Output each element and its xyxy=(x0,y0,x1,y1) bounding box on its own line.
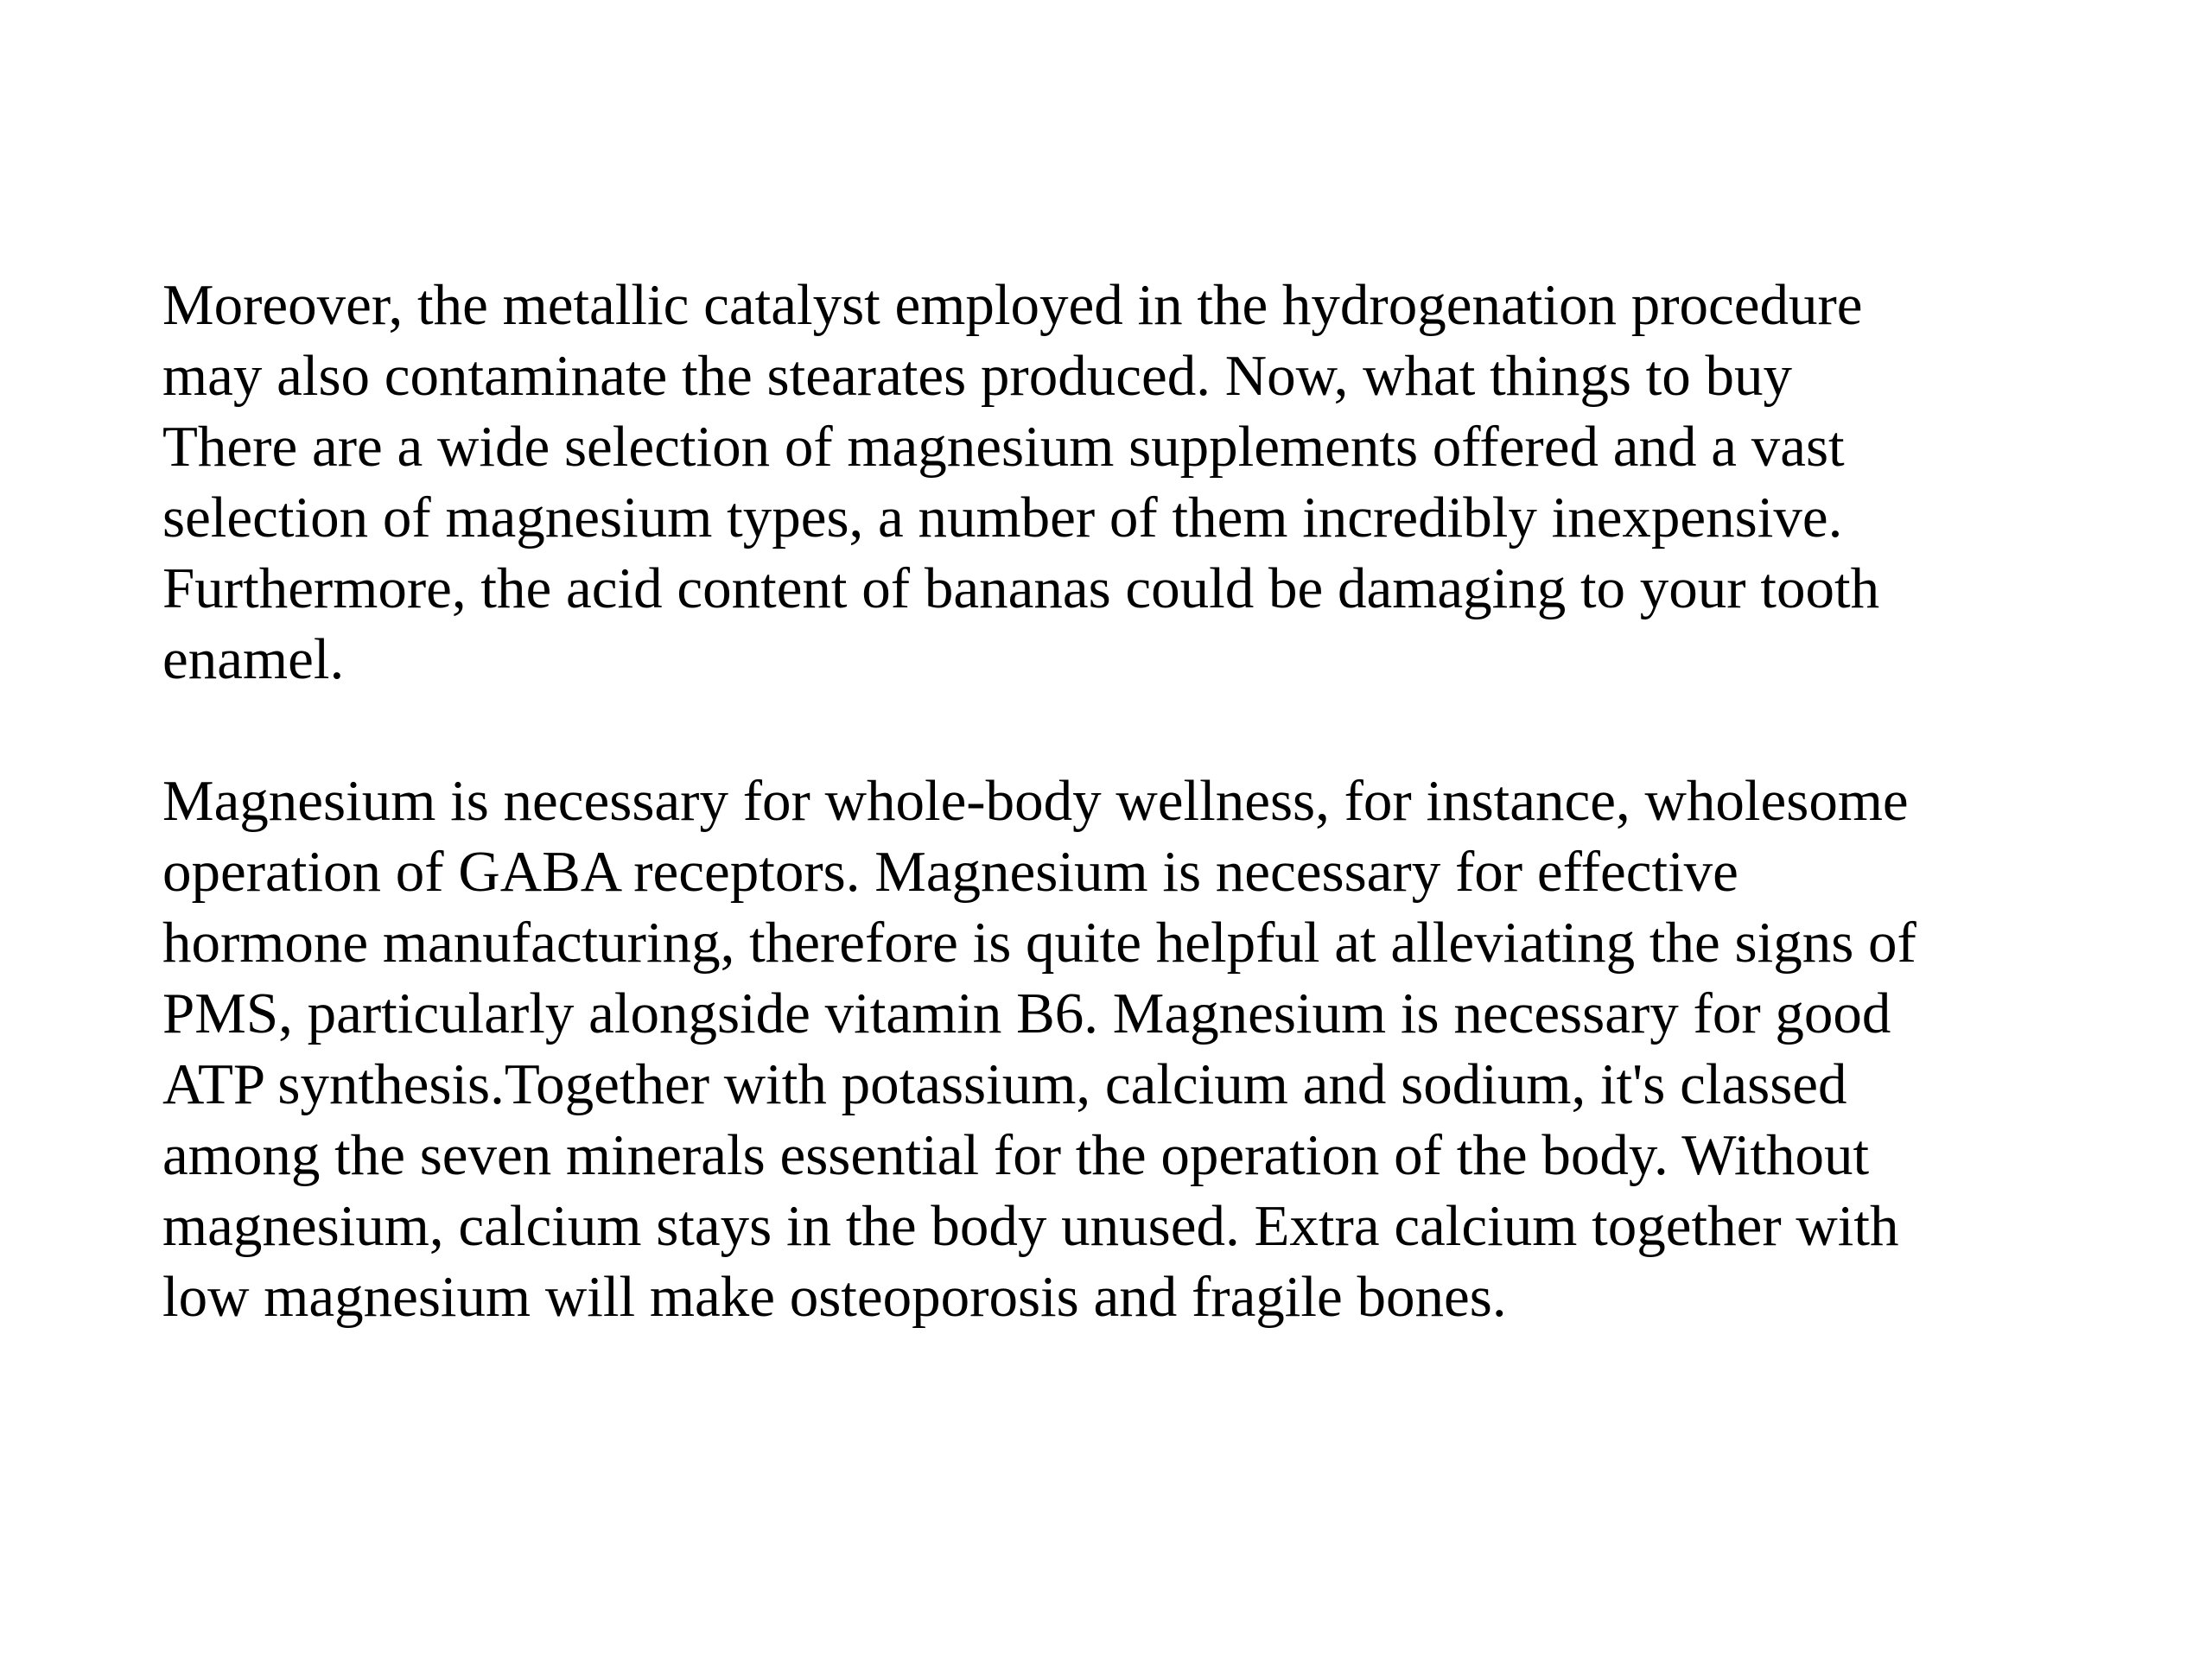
text-line: ATP synthesis.Together with potassium, calcium and sodium, it's classed xyxy=(162,1052,1847,1116)
paragraph-spacer xyxy=(162,695,2115,765)
body-text xyxy=(162,270,2115,1332)
text-line: may also contaminate the stearates produced. Now, what things to buy xyxy=(162,344,1793,408)
text-line: Moreover, the metallic catalyst employed in the hydrogenation procedure xyxy=(162,273,1863,337)
text-line: PMS, particularly alongside vitamin B6. Magnesium is necessary for good xyxy=(162,981,1891,1045)
text-line: among the seven minerals essential for the operation of the body. Without xyxy=(162,1123,1870,1187)
text-line: Magnesium is necessary for whole-body wellness, for instance, wholesome xyxy=(162,769,1909,833)
paragraph-2 xyxy=(162,765,2115,1332)
text-line: operation of GABA receptors. Magnesium is necessary for effective xyxy=(162,840,1738,904)
text-line: hormone manufacturing, therefore is quite helpful at alleviating the signs of xyxy=(162,911,1916,975)
text-line: low magnesium will make osteoporosis and fragile bones. xyxy=(162,1265,1507,1329)
paragraph-1 xyxy=(162,270,2115,695)
text-line: magnesium, calcium stays in the body unused. Extra calcium together with xyxy=(162,1194,1899,1258)
text-line: enamel. xyxy=(162,627,345,691)
text-line: selection of magnesium types, a number of them incredibly inexpensive. xyxy=(162,486,1843,549)
text-line: There are a wide selection of magnesium supplements offered and a vast xyxy=(162,415,1845,479)
text-line: Furthermore, the acid content of bananas could be damaging to your tooth xyxy=(162,556,1880,620)
